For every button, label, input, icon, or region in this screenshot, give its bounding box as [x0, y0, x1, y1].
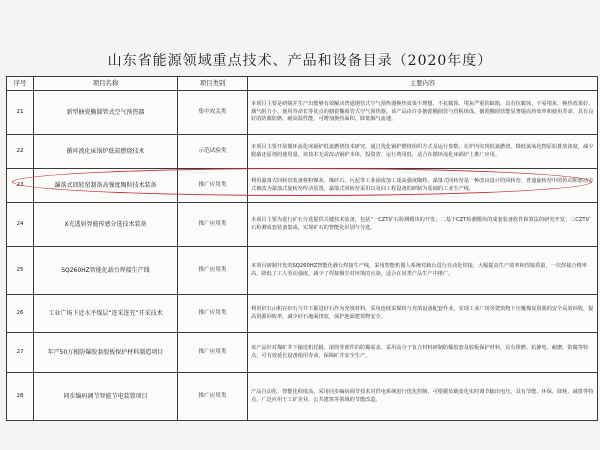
row-name: 年产50万根防爆胶套胶板保护材料制造项目 [34, 333, 178, 373]
row-content: 本项目主要开展循环流化床锅炉低氮燃烧技术研究，通过优化锅炉燃烧组织方式及运行参数，在炉内实现低氮燃烧，降低氮氧化物原始排放浓度，减少脱硝还原剂的使用量。该技术无需改动锅炉本体，投资省、运行费用低，适合在循环流化床锅炉上推广应用。 [248, 135, 598, 169]
row-name: 瀑落式回转窑制备高强度陶粒技术装备 [34, 169, 178, 203]
row-content: 产品自动化、智能化程度高，采用同步编码调节技术对供电系统进行优化控制，可根据负载变化实时调节输出电压，具有节能、环保、降耗、减排等特点，广泛应用于工矿企业、公共建筑等领域的节能改造。 [248, 373, 598, 421]
row-content: 利用矸石山积存矸石与井下掘进矸石作为充填材料，采用连续采煤机与充填设备配套作业，实现工业广场等建筑物下压覆煤炭资源的安全高效回收，提高资源回收率，减少矸石地面排放，保护地面建筑物安全。 [248, 295, 598, 333]
row-content: 本项目主要为进行矿石分选提供关键技术装备，包括“一CZT矿石检测模块的开发；二基于CZT检测模块的成套装备软件和算法的研究开发；三CZT矿石检测成套装备集成，实现矿石的智能化识别与分选。 [248, 203, 598, 247]
row-no: 21 [7, 91, 34, 135]
row-name: X光透射智能传感分选技术装备 [34, 203, 178, 247]
row-no: 22 [7, 135, 34, 169]
table-row [7, 373, 598, 421]
row-name: SQ260HZ智能化载台焊接生产线 [34, 247, 178, 295]
table-row [7, 169, 598, 203]
row-category: 推广应用类 [178, 203, 248, 247]
header-category: 项目类别 [178, 77, 248, 91]
row-category: 推广应用类 [178, 373, 248, 421]
header-content: 主要内容 [248, 77, 598, 91]
table-row [7, 203, 598, 247]
row-category: 推广应用类 [178, 295, 248, 333]
table-row [7, 247, 598, 295]
row-category: 集中攻关类 [178, 91, 248, 135]
row-no: 26 [7, 295, 34, 333]
table-row [7, 295, 598, 333]
row-category: 推广应用类 [178, 247, 248, 295]
row-content: 利用瀑落式回转窑装备将粉煤灰、煤矸石、污泥等工业固废加工成高强度陶粒，瀑落式回转窑是一种改良设计的回转窑，普通旋转窑中的传动和驱动方式被改为瀑落式旋转窑传动装置，瀑落式回转窑采用以及回工程设备的研制为基础的工业生产线。 [248, 169, 598, 203]
row-no: 28 [7, 373, 34, 421]
catalog-table [6, 76, 598, 421]
row-no: 27 [7, 333, 34, 373]
page-title: 山东省能源领域重点技术、产品和设备目录（2020年度） [107, 53, 493, 69]
row-content: 本项目主要是研制并生产出能够有效解决普通钢管式空气预热器换热效果不理想、不抗腐蚀、堵灰严重的缺陷，具有抗腐蚀、不易堵灰、换热效果好、烟气阻力小、使用寿命长等优点的搪瓷椭圆管式空气预热器。该产品由许多搪瓷椭圆管与管板组成，搪瓷椭圆管能显著提高热效率和使用寿命，具有良好的防腐防磨、耐高温性能，可增加换热面积、降低烟气流速。 [248, 91, 598, 135]
table-row [7, 135, 598, 169]
row-no: 25 [7, 247, 34, 295]
row-no: 23 [7, 169, 34, 203]
row-category: 推广应用类 [178, 169, 248, 203]
table-row [7, 91, 598, 135]
header-name: 项目名称 [34, 77, 178, 91]
table-row [7, 333, 598, 373]
row-category: 推广应用类 [178, 333, 248, 373]
row-name: 工业广场下近水平煤层“连采连充”开采技术 [34, 295, 178, 333]
header-no: 序号 [7, 77, 34, 91]
table-header-row [7, 77, 598, 91]
row-content: 本项目研制开发的SQ260HZ智能化载台焊接生产线，采用智能机器人系统对载台进行自动化焊接，大幅提高生产效率和焊接质量，一次焊接合格率高，降低了工人劳动强度，减少了焊接烟尘对环境的污染，适合在同类产品生产中推广。 [248, 247, 598, 295]
row-name: 新型搪瓷椭圆管式空气预热器 [34, 91, 178, 135]
row-category: 示范试验类 [178, 135, 248, 169]
row-name: 循环流化床锅炉低氮燃烧技术 [34, 135, 178, 169]
row-no: 24 [7, 203, 34, 247]
row-content: 该产品针对煤矿井下输送机托辊、滚筒等部件的防爆需求，采用高分子复合材料研制防爆胶套及胶板保护材料，具有阻燃、抗静电、耐磨、防腐等特点，可有效延长设备使用寿命，保障矿井安全生产。 [248, 333, 598, 373]
row-name: 同步编码调节智能节电装置项目 [34, 373, 178, 421]
